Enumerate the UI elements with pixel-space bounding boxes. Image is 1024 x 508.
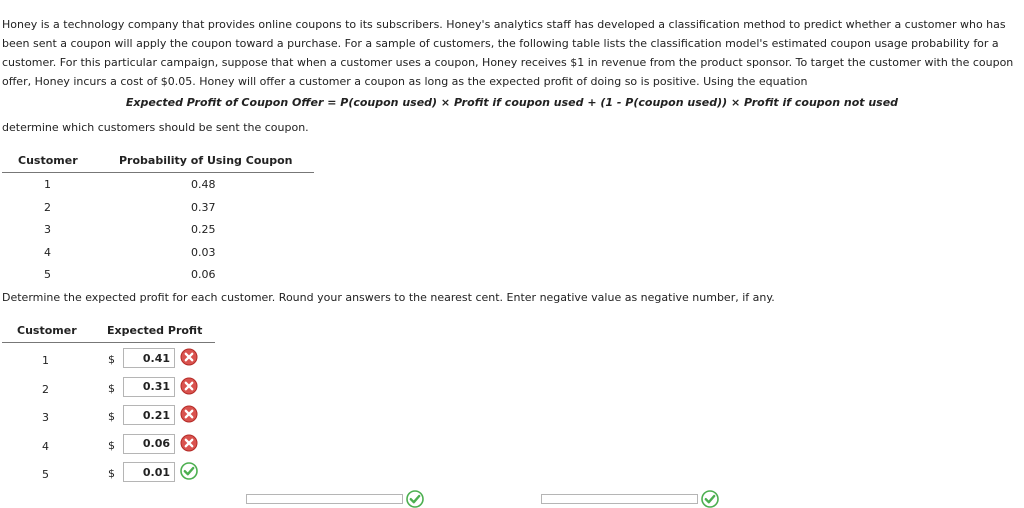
customer-number: 3	[42, 411, 49, 424]
currency-symbol: $	[108, 353, 115, 366]
expected-profit-input[interactable]	[123, 434, 175, 454]
incorrect-icon	[180, 405, 198, 423]
incorrect-icon	[180, 348, 198, 366]
customer-number: 4	[42, 439, 49, 453]
table-row	[2, 173, 314, 196]
problem-statement	[2, 15, 1024, 91]
table-row	[2, 372, 215, 401]
answer-select-partial[interactable]	[246, 494, 403, 504]
customer-number: 5	[44, 268, 51, 281]
table-row	[2, 196, 314, 219]
profit-table-header	[2, 322, 215, 343]
intro-paragraph: Honey is a technology company that provides online coupons to its subscribers. Honey's analytics staff has developed a classification method to predict whether a customer who has been sent a coupon will apply the coupon toward a purchase. For a sample of customers, the following table lists the classification model's estimated coupon usage probability for a customer. For this particular campaign, suppose that when a customer uses a coupon, Honey receives $1 in revenue from the product sponsor. To target the customer with the coupon offer, Honey incurs a cost of $0.05. Honey will offer a customer a coupon as long as the expected profit of doing so is positive. Using the equation	[2, 18, 1014, 88]
column-header-probability: Probability of Using Coupon	[119, 154, 293, 167]
expected-profit-input[interactable]	[123, 462, 175, 482]
correct-icon	[701, 490, 719, 508]
table-row	[2, 457, 215, 486]
instruction-text: determine which customers should be sent the coupon.	[2, 121, 309, 134]
probability-value: 0.06	[191, 268, 216, 281]
probability-value: 0.25	[191, 223, 216, 236]
currency-symbol: $	[108, 438, 115, 452]
expected-profit-input[interactable]	[123, 377, 175, 397]
customer-number: 2	[44, 200, 51, 214]
customer-number: 4	[44, 245, 51, 259]
column-header-customer: Customer	[18, 154, 78, 167]
expected-profit-equation: Expected Profit of Coupon Offer = P(coupon used) × Profit if coupon used + (1 - P(coupon used)) × Profit if coupon not used	[125, 96, 899, 109]
customer-number: 5	[42, 468, 49, 481]
probability-value: 0.37	[191, 200, 216, 214]
customer-number: 1	[44, 178, 51, 191]
column-header-customer: Customer	[17, 324, 77, 337]
incorrect-icon	[180, 377, 198, 395]
currency-symbol: $	[108, 467, 115, 480]
probability-value: 0.03	[191, 245, 216, 259]
currency-symbol: $	[108, 410, 115, 423]
customer-number: 2	[42, 382, 49, 396]
currency-symbol: $	[108, 381, 115, 395]
expected-profit-table	[2, 322, 215, 486]
expected-profit-input[interactable]	[123, 348, 175, 368]
correct-icon	[180, 462, 198, 480]
table-row	[2, 343, 215, 372]
table-row	[2, 218, 314, 241]
answer-select-partial[interactable]	[541, 494, 698, 504]
table-row	[2, 263, 314, 286]
table-row	[2, 400, 215, 429]
probability-table	[2, 152, 314, 286]
correct-icon	[406, 490, 424, 508]
probability-table-header	[2, 152, 314, 173]
table-row	[2, 429, 215, 458]
column-header-expected-profit: Expected Profit	[107, 324, 203, 337]
question-text: Determine the expected profit for each customer. Round your answers to the nearest cent. Enter negative value as negative number, if any.	[2, 291, 775, 304]
table-row	[2, 241, 314, 264]
probability-value: 0.48	[191, 178, 216, 191]
expected-profit-input[interactable]	[123, 405, 175, 425]
customer-number: 1	[42, 354, 49, 367]
customer-number: 3	[44, 223, 51, 236]
incorrect-icon	[180, 434, 198, 452]
